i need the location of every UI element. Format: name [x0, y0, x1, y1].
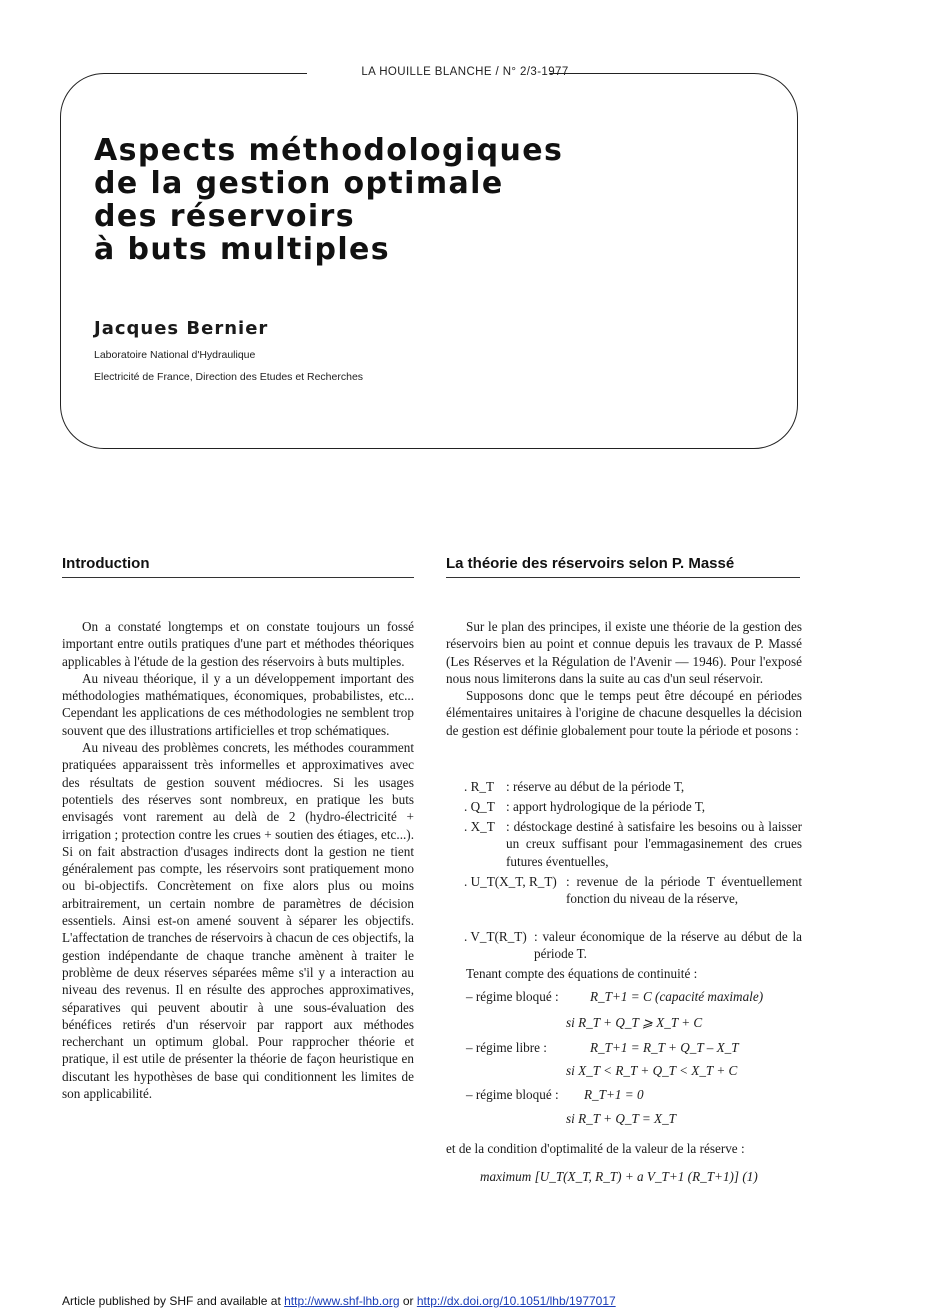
title-line-4: à buts multiples: [94, 232, 391, 267]
def-symbol-revenue: . U_T(X_T, R_T): [464, 874, 557, 889]
regime-condition: si R_T + Q_T ⩾ X_T + C: [566, 1015, 703, 1030]
def-text-valeur: : valeur économique de la réserve au début de la période T.: [534, 929, 802, 962]
regime-equation: R_T+1 = 0: [584, 1087, 644, 1102]
paragraph: Supposons donc que le temps peut être découpé en périodes élémentaires unitaires à l'origine de chacune desquelles la décision de gestion est définie globalement pour toute la période et posons :: [446, 688, 802, 738]
equation-1: maximum [U_T(X_T, R_T) + a V_T+1 (R_T+1)] (1): [480, 1169, 758, 1184]
journal-header: LA HOUILLE BLANCHE / N° 2/3-1977: [361, 66, 569, 78]
def-text-revenue: : revenue de la période T éventuellement fonction du niveau de la réserve,: [566, 874, 802, 907]
title-line-1: Aspects méthodologiques: [94, 133, 564, 168]
def-text-reserve: : réserve au début de la période T,: [506, 779, 685, 794]
def-symbol-destockage: . X_T: [464, 819, 495, 834]
regime-condition: si R_T + Q_T = X_T: [566, 1111, 677, 1126]
continuity-intro: Tenant compte des équations de continuité :: [466, 966, 698, 981]
title-line-2: de la gestion optimale: [94, 166, 504, 201]
paragraph: Au niveau des problèmes concrets, les méthodes couramment pratiquées apparaissent très informelles et approximatives avec des résultats de gestion souvent médiocres. Si les usages potentiels des réserves sont nombreux, en pratique les buts envisagés vont rarement au delà de 2 (hydro-électricité + irrigation ; protection contre les crues + soutien des étiages, etc...). Si on fait abstraction d'usages indirects dont la gestion ne tient généralement pas compte, les réservoirs sont pratiquement mono ou bi-objectifs. Concrètement on fixe alors plus ou moins arbitrairement, un certain nombre de paramètres de décision essentiels. Ainsi est-on amené souvent à séparer les objectifs. L'affectation de tranches de réservoirs à chacun de ces objectifs, la gestion indépendante de chaque tranche amènent à traiter le problème de deux réserves séparées même s'il y a interaction au niveau des revenus. Il en résulte des approches approximatives, séparatives qui peuvent aboutir à une sous-évaluation des bénéfices retirés d'un réservoir par rapport aux méthodes recherchant un optimum global. Pour rapprocher théorie et pratique, il est utile de présenter la théorie de façon heuristique en discutant les hypothèses de base qui conditionnent les limites de son applicabilité.: [62, 740, 414, 1102]
paragraph: Sur le plan des principes, il existe une théorie de la gestion des réservoirs bien au point et connue depuis les travaux de P. Massé (Les Réserves et la Régulation de l'Avenir — 1946). Pour l'exposé nous nous limiterons dans la suite au cas d'un seul réservoir.: [446, 619, 802, 686]
article-title: [94, 134, 744, 266]
def-text-apport: : apport hydrologique de la période T,: [506, 799, 706, 814]
def-symbol-apport: . Q_T: [464, 799, 495, 814]
heading-rule-right: [446, 577, 800, 578]
def-symbol-reserve: . R_T: [464, 779, 495, 794]
heading-theorie: La théorie des réservoirs selon P. Massé: [446, 555, 735, 572]
optimality-intro: et de la condition d'optimalité de la valeur de la réserve :: [446, 1141, 745, 1156]
regime-equation: R_T+1 = C (capacité maximale): [590, 989, 764, 1004]
right-column-intro: [446, 618, 802, 739]
regime-label: – régime libre :: [466, 1040, 547, 1055]
def-text-destockage: : déstockage destiné à satisfaire les besoins ou à laisser un creux suffisant pour l'emmagasinement des crues futures éventuelles,: [506, 819, 802, 869]
affiliation-lab: Laboratoire National d'Hydraulique: [94, 349, 256, 361]
paragraph: On a constaté longtemps et on constate toujours un fossé important entre outils pratiques d'une part et méthodes théoriques applicables à l'étude de la gestion des réservoirs à buts multiples.: [62, 619, 414, 669]
footer-link-shf[interactable]: http://www.shf-lhb.org: [284, 1294, 400, 1308]
title-line-3: des réservoirs: [94, 199, 355, 234]
regime-equation: R_T+1 = R_T + Q_T – X_T: [590, 1040, 739, 1055]
heading-introduction: Introduction: [62, 555, 150, 572]
footer-prefix: Article published by SHF and available at: [62, 1294, 285, 1308]
regime-label: – régime bloqué :: [466, 1087, 559, 1102]
author-name: Jacques Bernier: [94, 318, 269, 339]
regime-label: – régime bloqué :: [466, 989, 559, 1004]
footer-middle: or: [399, 1294, 417, 1308]
footer-credit: [62, 1294, 616, 1308]
footer-link-doi[interactable]: http://dx.doi.org/10.1051/lhb/1977017: [416, 1294, 616, 1308]
def-symbol-valeur: . V_T(R_T): [464, 929, 527, 944]
regime-condition: si X_T < R_T + Q_T < X_T + C: [566, 1063, 738, 1078]
heading-rule-left: [62, 577, 414, 578]
paragraph: Au niveau théorique, il y a un développement important des méthodologies mathématiques, économiques, probabilistes, etc... Cependant les applications de ces méthodologies ne semblent trop souvent que des illustrations artificielles et trop schématiques.: [62, 670, 414, 738]
left-column: [62, 618, 414, 1102]
affiliation-edf: Electricité de France, Direction des Etudes et Recherches: [94, 371, 364, 383]
